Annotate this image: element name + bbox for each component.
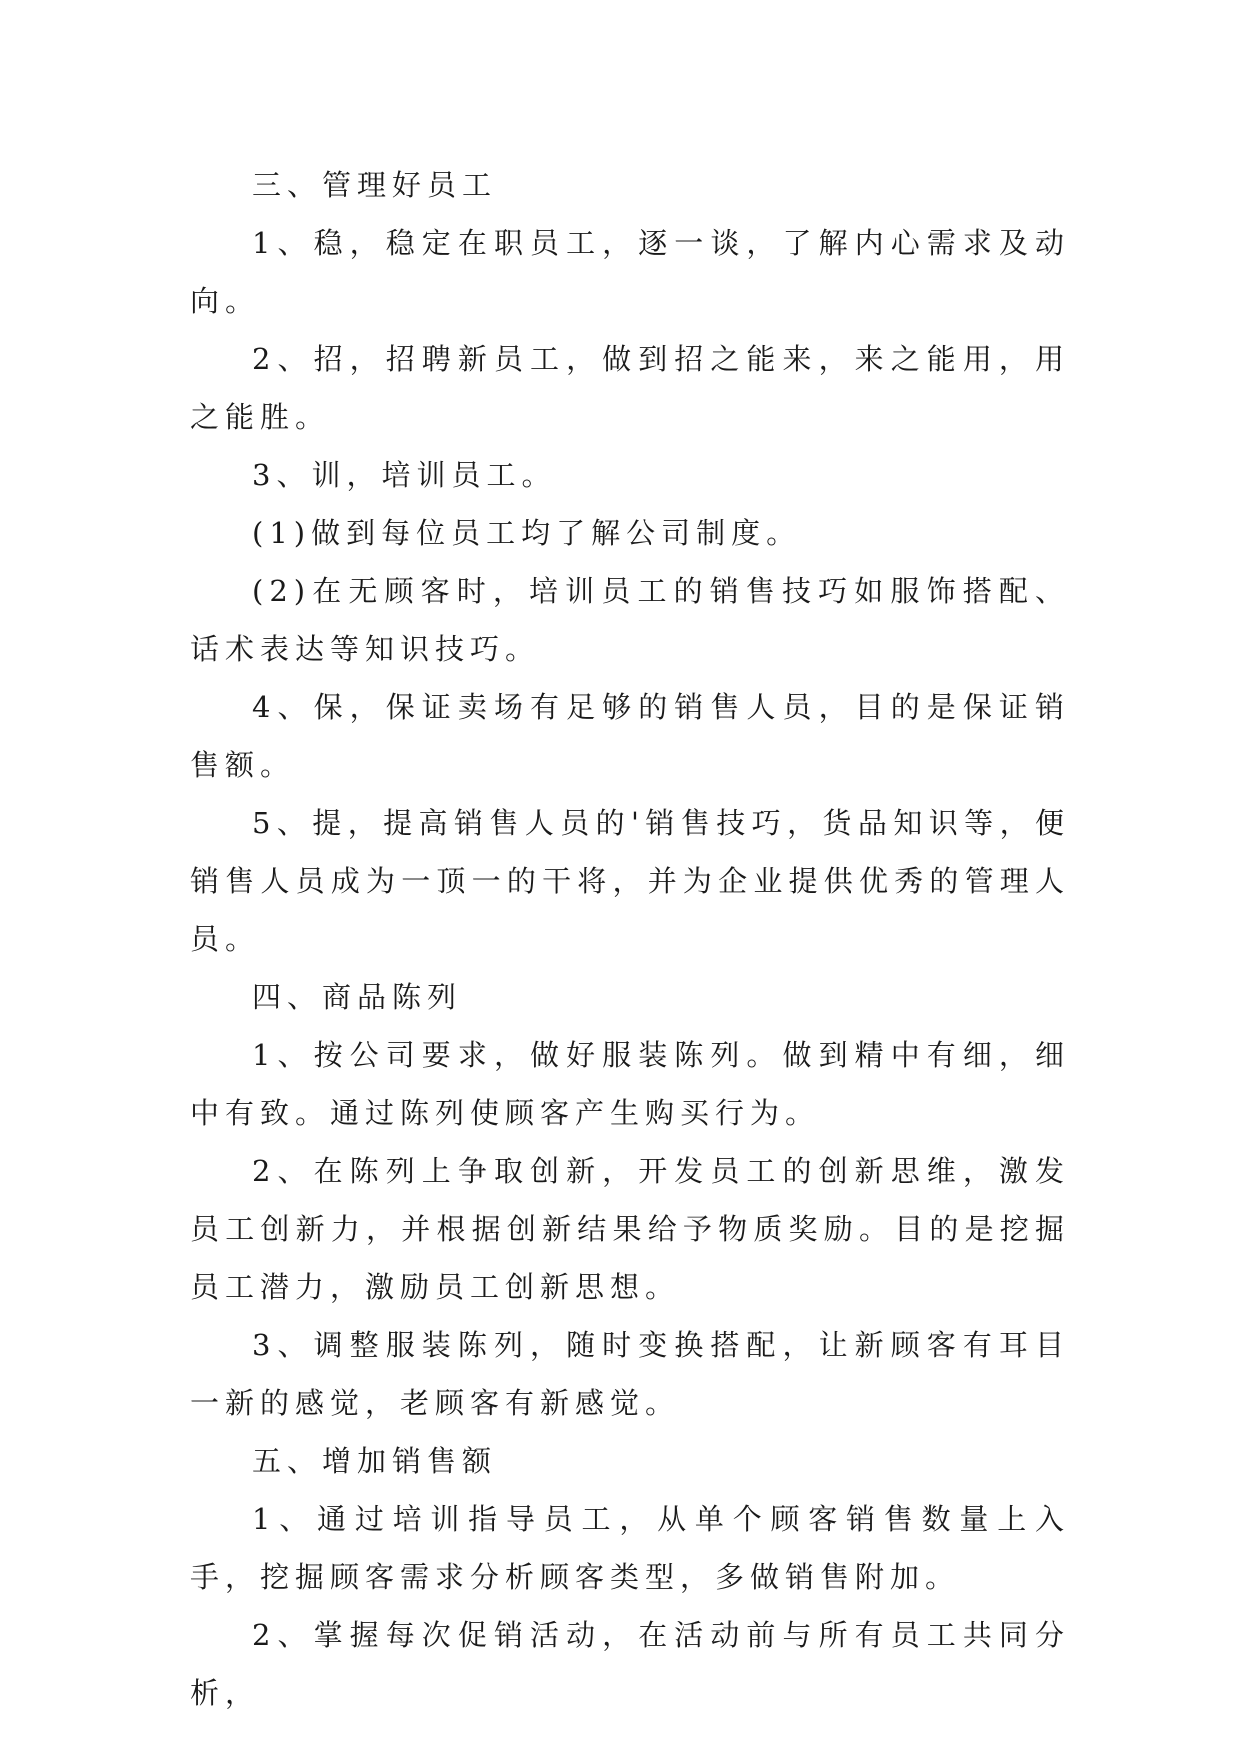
- paragraph: 2、招，招聘新员工，做到招之能来，来之能用，用之能胜。: [190, 342, 1070, 434]
- paragraph: 1、通过培训指导员工，从单个顾客销售数量上入手，挖掘顾客需求分析顾客类型，多做销售附加。: [190, 1502, 1070, 1594]
- document-body: [190, 156, 1070, 1722]
- paragraph: 4、保，保证卖场有足够的销售人员，目的是保证销售额。: [190, 690, 1070, 782]
- paragraph: 1、稳，稳定在职员工，逐一谈，了解内心需求及动向。: [190, 226, 1070, 318]
- section-heading-merchandise-display: 四、商品陈列: [252, 980, 463, 1014]
- paragraph: 3、调整服装陈列，随时变换搭配，让新顾客有耳目一新的感觉，老顾客有新感觉。: [190, 1328, 1070, 1420]
- section-heading-increase-sales: 五、增加销售额: [252, 1444, 498, 1478]
- paragraph: 3、训，培训员工。: [252, 458, 557, 492]
- section-heading-manage-staff: 三、管理好员工: [252, 168, 498, 202]
- paragraph: 1、按公司要求，做好服装陈列。做到精中有细，细中有致。通过陈列使顾客产生购买行为。: [190, 1038, 1070, 1130]
- paragraph: 5、提，提高销售人员的'销售技巧，货品知识等，便销售人员成为一顶一的干将，并为企业提供优秀的管理人员。: [190, 806, 1070, 956]
- paragraph: 2、掌握每次促销活动，在活动前与所有员工共同分析，: [190, 1618, 1070, 1710]
- paragraph: (1)做到每位员工均了解公司制度。: [252, 516, 802, 550]
- paragraph: (2)在无顾客时，培训员工的销售技巧如服饰搭配、话术表达等知识技巧。: [190, 574, 1070, 666]
- paragraph: 2、在陈列上争取创新，开发员工的创新思维，激发员工创新力，并根据创新结果给予物质奖励。目的是挖掘员工潜力，激励员工创新思想。: [190, 1154, 1070, 1304]
